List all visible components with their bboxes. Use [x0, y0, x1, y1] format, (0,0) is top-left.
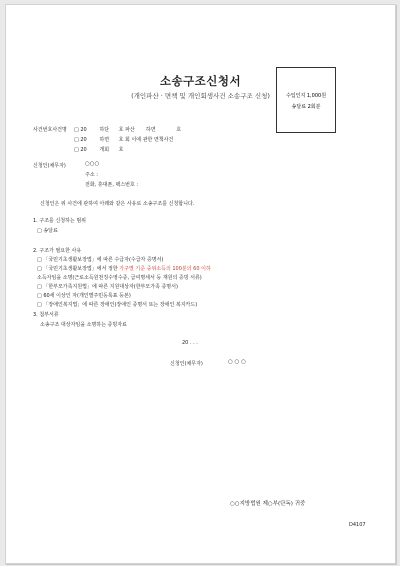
court-addressee: ○○지방법원 제○부(단독) 귀중	[230, 501, 306, 507]
case-label: 사건번호사건명	[33, 127, 67, 133]
reason-item: □ 「국민기초생활보장법」에서 정한 가구별 기준 중위소득의 100분의 60 이하	[37, 266, 211, 272]
form-title: 소송구조신청서	[159, 74, 242, 88]
reason-item: □ 「장애인복지법」에 따른 장애인(장애인 증명서 또는 장애인 복지카드)	[37, 302, 198, 308]
form-page	[5, 4, 396, 564]
date-line: 20 . . .	[182, 340, 198, 346]
case-row-1: □ 20 하단 호 파산 하면 호	[74, 127, 182, 133]
signature-label: 신청인(채무자)	[170, 361, 203, 367]
stamp-line-2: 송달료 2회분	[291, 104, 321, 110]
reason-item: □ 60세 이상인 자(개인별주민등록표 등본)	[37, 293, 131, 299]
income-criteria-highlight: 가구별 기준 중위소득의 100분의 60 이하	[119, 266, 211, 272]
applicant-name: ○○○	[85, 161, 100, 167]
stamp-line-1: 수입인지 1,000원	[285, 93, 327, 99]
section3-heading: 3. 첨부서류	[33, 312, 59, 318]
form-code: D4107	[349, 522, 366, 528]
reason-item: 소득자임을 소명(근로소득원천징수영수증, 급여명세서 등 재원의 증빙 서류)	[37, 275, 202, 281]
section1-item: □ 송달료	[37, 228, 58, 234]
section2-heading: 2. 구조가 필요한 사유	[33, 248, 82, 254]
applicant-label: 신청인(채무자)	[33, 163, 66, 169]
section3-item: 소송구조 대상자임을 소명하는 증빙자료	[40, 322, 127, 328]
signature-name: ○ ○ ○	[228, 359, 246, 365]
address-label: 주소 :	[85, 172, 98, 178]
reason-item: □ 「국민기초생활보장법」에 따른 수급자(수급자 증명서)	[37, 257, 164, 263]
revenue-stamp-box	[276, 67, 336, 133]
form-subtitle: (개인파산 · 면책 및 개인회생사건 소송구조 신청)	[131, 92, 270, 100]
intro-text: 신청인은 위 사건에 관하여 아래와 같은 사유로 소송구조를 신청합니다.	[40, 201, 195, 207]
case-row-3: □ 20 개회 호	[74, 147, 124, 153]
section1-heading: 1. 구조를 신청하는 범위	[33, 218, 87, 224]
contact-label: 전화, 휴대폰, 팩스번호 :	[85, 182, 139, 188]
reason-item: □ 「한부모가족지원법」에 따른 지원대상자(한부모가족 증명서)	[37, 284, 178, 290]
case-row-2: □ 20 하면 호 회 이에 관한 면책사건	[74, 137, 174, 143]
